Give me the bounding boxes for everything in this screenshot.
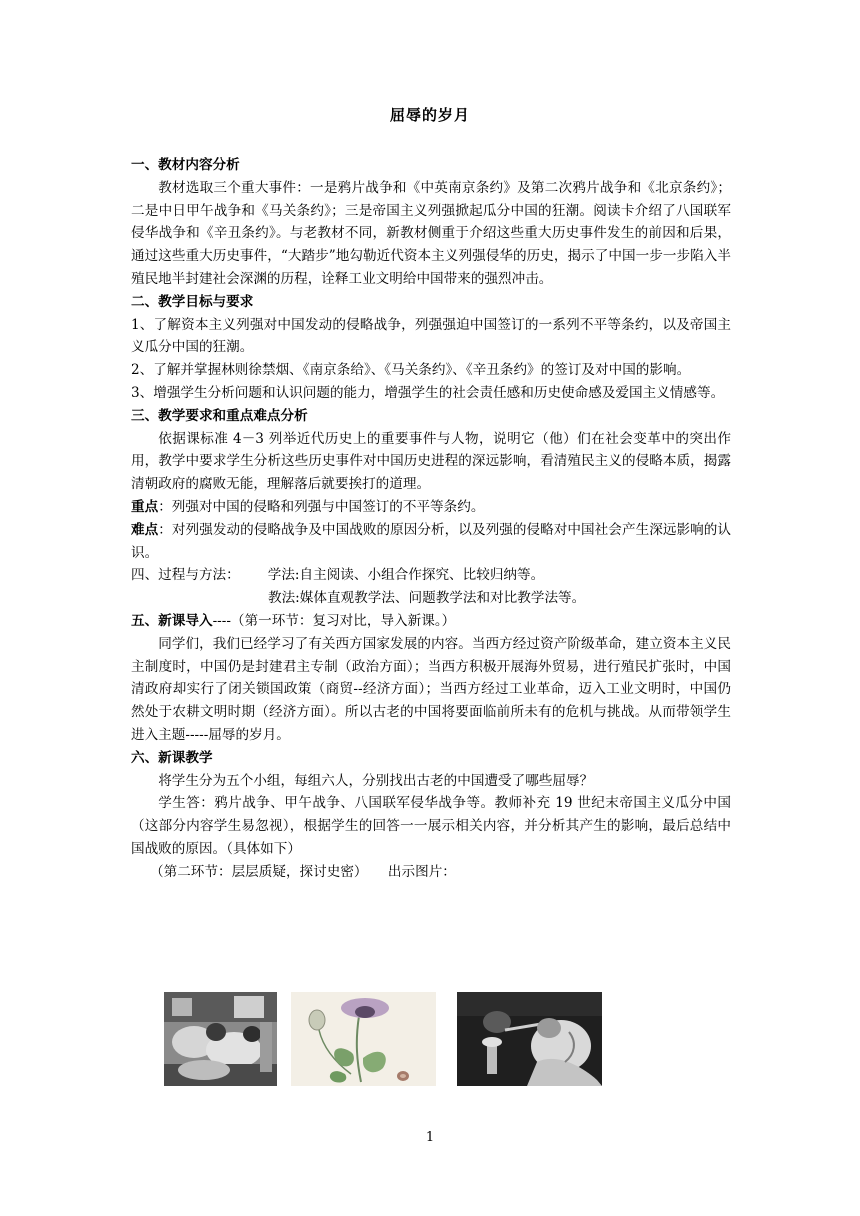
section-6-paragraph-2: 学生答：鸦片战争、甲午战争、八国联军侵华战争等。教师补充 19 世纪末帝国主义瓜分中国（这部分内容学生易忽视），根据学生的回答一一展示相关内容，并分析其产生的影响，最后总结中国战败的原因。（具体如下） [131,795,731,857]
section-3-paragraph: 依据课标准 4－3 列举近代历史上的重要事件与人物，说明它（他）们在社会变革中的突出作用，教学中要求学生分析这些历史事件对中国历史进程的深远影响，看清殖民主义的侵略本质，揭露清朝政府的腐败无能，理解落后就要挨打的道理。 [131,430,731,493]
difficult-point-label: 难点 [131,521,159,538]
section-heading-4: 四、过程与方法： [131,567,240,584]
goal-item-2: 2、了解并掌握林则徐禁烟、《南京条给》、《马关条约》、《辛丑条约》的签订及对中国的影响。 [131,362,691,379]
key-point-text: ：列强对中国的侵略和列强与中国签订的不平等条约。 [158,498,485,515]
goal-item-3: 3、增强学生分析问题和认识问题的能力，增强学生的社会责任感和历史使命感及爱国主义情感等。 [131,384,725,401]
section-1-paragraph: 教材选取三个重大事件：一是鸦片战争和《中英南京条约》及第二次鸦片战争和《北京条约》；二是中日甲午战争和《马关条约》；三是帝国主义列强掀起瓜分中国的狂潮。阅读卡介绍了八国联军侵华战争和《辛丑条约》。与老教材不同，新教材侧重于介绍这些重大历史事件发生的前因和后果，通过这些重大历史事件，“大踏步”地勾勒近代资本主义列强侵华的历史，揭示了中国一步一步陷入半殖民地半封建社会深渊的历程，诠释工业文明给中国带来的强烈冲击。 [131,179,731,287]
page-number: 1 [425,1130,435,1145]
teaching-method: 教法:媒体直观教学法、问题教学法和对比教学法等。 [268,590,586,607]
opium-poppy-illustration [291,992,436,1086]
section-heading-2: 二、教学目标与要求 [131,293,254,310]
section-6-paragraph-3: （第二环节：层层质疑，探讨史密） 出示图片： [150,863,456,880]
opium-pipe-photo [457,992,602,1086]
section-5-subtitle: ----（第一环节：复习对比，导入新课。） [212,612,456,629]
document-body [131,154,731,884]
section-heading-3: 三、教学要求和重点难点分析 [131,407,308,424]
difficult-point-text: ：对列强发动的侵略战争及中国战败的原因分析，以及列强的侵略对中国社会产生深远影响的认识。 [131,521,732,561]
section-heading-6: 六、新课教学 [131,749,213,766]
section-6-paragraph-1: 将学生分为五个小组，每组六人，分别找出古老的中国遭受了哪些屈辱？ [158,772,594,789]
section-5-paragraph: 同学们，我们已经学习了有关西方国家发展的内容。当西方经过资产阶级革命，建立资本主义民主制度时，中国仍是封建君主专制（政治方面）；当西方积极开展海外贸易，进行殖民扩张时，中国清政府却实行了闭关锁国政策（商贸--经济方面）；当西方经过工业革命，迈入工业文明时，中国仍然处于农耕文明时期（经济方面）。所以古老的中国将要面临前所未有的危机与挑战。从而带领学生进入主题-----屈辱的岁月。 [131,635,731,743]
difficult-point [131,519,731,565]
section-5-heading-line [131,610,731,633]
document-title: 屈辱的岁月 [389,106,470,124]
section-heading-5: 五、新课导入 [131,612,213,629]
opium-smokers-photo [164,992,277,1086]
goal-item-1: 1、了解资本主义列强对中国发动的侵略战争，列强强迫中国签订的一系列不平等条约，以及帝国主义瓜分中国的狂潮。 [131,316,731,356]
key-point [131,496,731,519]
section-heading-1: 一、教材内容分析 [131,157,240,173]
image-row [164,992,604,1086]
key-point-label: 重点 [131,498,159,515]
learning-method: 学法:自主阅读、小组合作探究、比较归纳等。 [267,567,545,584]
section-4-line-1 [131,564,731,587]
